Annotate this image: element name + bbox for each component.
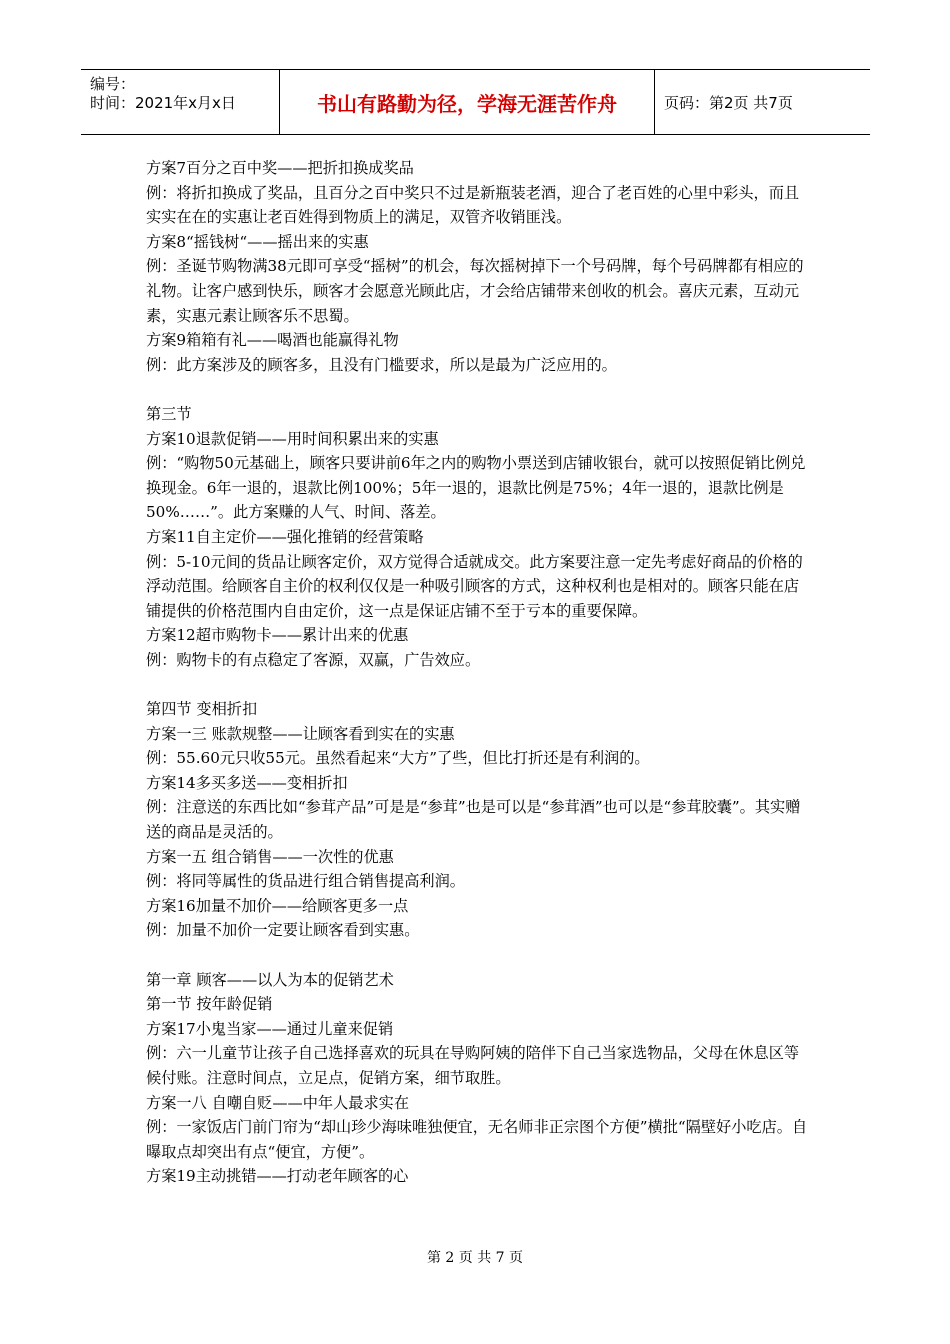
paragraph-spacer bbox=[146, 672, 810, 697]
body-paragraph: 方案14多买多送——变相折扣 bbox=[146, 773, 348, 792]
header-page-info: 页码：第2页 共7页 bbox=[664, 93, 793, 112]
document-date-label: 时间：2021年x月x日 bbox=[90, 94, 236, 112]
body-paragraph: 第一节 按年龄促销 bbox=[146, 995, 273, 1014]
body-paragraph: 例：六一儿童节让孩子自己选择喜欢的玩具在导购阿姨的陪伴下自己当家选物品，父母在休息区等候付账。注意时间点，立足点，促销方案，细节取胜。 bbox=[146, 1044, 800, 1087]
body-paragraph: 例：圣诞节购物满38元即可享受“摇树”的机会，每次摇树掉下一个号码牌，每个号码牌都有相应的礼物。让客户感到快乐，顾客才会愿意光顾此店，才会给店铺带来创收的机会。喜庆元素，互动元素，实惠元素让顾客乐不思蜀。 bbox=[146, 257, 804, 325]
body-paragraph: 例：“购物50元基础上，顾客只要讲前6年之内的购物小票送到店铺收银台，就可以按照促销比例兑换现金。6年一退的，退款比例100%；5年一退的，退款比例是75%；4年一退的，退款比例是50%……”。此方案赚的人气、时间、落差。 bbox=[146, 454, 806, 522]
page-footer: 第 2 页 共 7 页 bbox=[426, 1250, 524, 1266]
body-paragraph: 方案10退款促销——用时间积累出来的实惠 bbox=[146, 429, 439, 448]
body-paragraph: 例：注意送的东西比如“参茸产品”可是是“参茸”也是可以是“参茸酒”也可以是“参茸胶囊”。其实赠送的商品是灵活的。 bbox=[146, 798, 801, 842]
header-meta-cell bbox=[81, 70, 280, 134]
body-paragraph: 方案12超市购物卡——累计出来的优惠 bbox=[146, 626, 409, 645]
body-paragraph: 方案7百分之百中奖——把折扣换成奖品 bbox=[146, 159, 414, 177]
body-paragraph: 第四节 变相折扣 bbox=[146, 700, 258, 719]
document-number-label: 编号： bbox=[90, 75, 136, 93]
body-paragraph: 第三节 bbox=[146, 404, 192, 423]
body-paragraph: 方案一三 账款规整——让顾客看到实在的实惠 bbox=[146, 724, 455, 743]
body-paragraph: 方案9箱箱有礼——喝酒也能赢得礼物 bbox=[146, 331, 399, 350]
body-paragraph: 例：一家饭店门前门帘为“却山珍少海味唯独便宜，无名师非正宗图个方便”横批“隔壁好小吃店。自曝取点却突出有点“便宜，方便”。 bbox=[146, 1118, 808, 1161]
body-paragraph: 方案8“摇钱树“——摇出来的实惠 bbox=[146, 232, 369, 251]
paragraph-spacer bbox=[146, 943, 810, 968]
body-paragraph: 例：将折扣换成了奖品，且百分之百中奖只不过是新瓶装老酒，迎合了老百姓的心里中彩头，而且实实在在的实惠让老百姓得到物质上的满足，双管齐收销匪浅。 bbox=[146, 183, 800, 227]
body-paragraph: 例：55.60元只收55元。虽然看起来“大方”了些，但比打折还是有利润的。 bbox=[146, 749, 650, 768]
body-paragraph: 方案一五 组合销售——一次性的优惠 bbox=[146, 847, 394, 866]
body-paragraph: 例：购物卡的有点稳定了客源，双赢，广告效应。 bbox=[146, 650, 481, 669]
body-paragraph: 方案16加量不加价——给顾客更多一点 bbox=[146, 896, 409, 915]
paragraph-spacer bbox=[146, 377, 810, 402]
page-header bbox=[81, 69, 870, 135]
body-paragraph: 例：将同等属性的货品进行组合销售提高利润。 bbox=[146, 872, 465, 891]
body-paragraph: 第一章 顾客——以人为本的促销艺术 bbox=[146, 970, 394, 989]
body-paragraph: 例：此方案涉及的顾客多，且没有门槛要求，所以是最为广泛应用的。 bbox=[146, 355, 617, 374]
body-paragraph: 方案17小鬼当家——通过儿童来促销 bbox=[146, 1019, 394, 1038]
body-paragraph: 方案11自主定价——强化推销的经营策略 bbox=[146, 527, 424, 546]
body-paragraph: 例：加量不加价一定要让顾客看到实惠。 bbox=[146, 921, 420, 940]
body-paragraph: 方案19主动挑错——打动老年顾客的心 bbox=[146, 1167, 409, 1186]
header-motto: 书山有路勤为径，学海无涯苦作舟 bbox=[280, 70, 655, 134]
body-paragraph: 例：5-10元间的货品让顾客定价，双方觉得合适就成交。此方案要注意一定先考虑好商品的价格的浮动范围。给顾客自主价的权利仅仅是一种吸引顾客的方式，这种权利也是相对的。顾客只能在店铺提供的价格范围内自由定价，这一点是保证店铺不至于亏本的重要保障。 bbox=[146, 552, 803, 620]
document-body bbox=[146, 156, 810, 1189]
body-paragraph: 方案一八 自嘲自贬——中年人最求实在 bbox=[146, 1093, 410, 1112]
